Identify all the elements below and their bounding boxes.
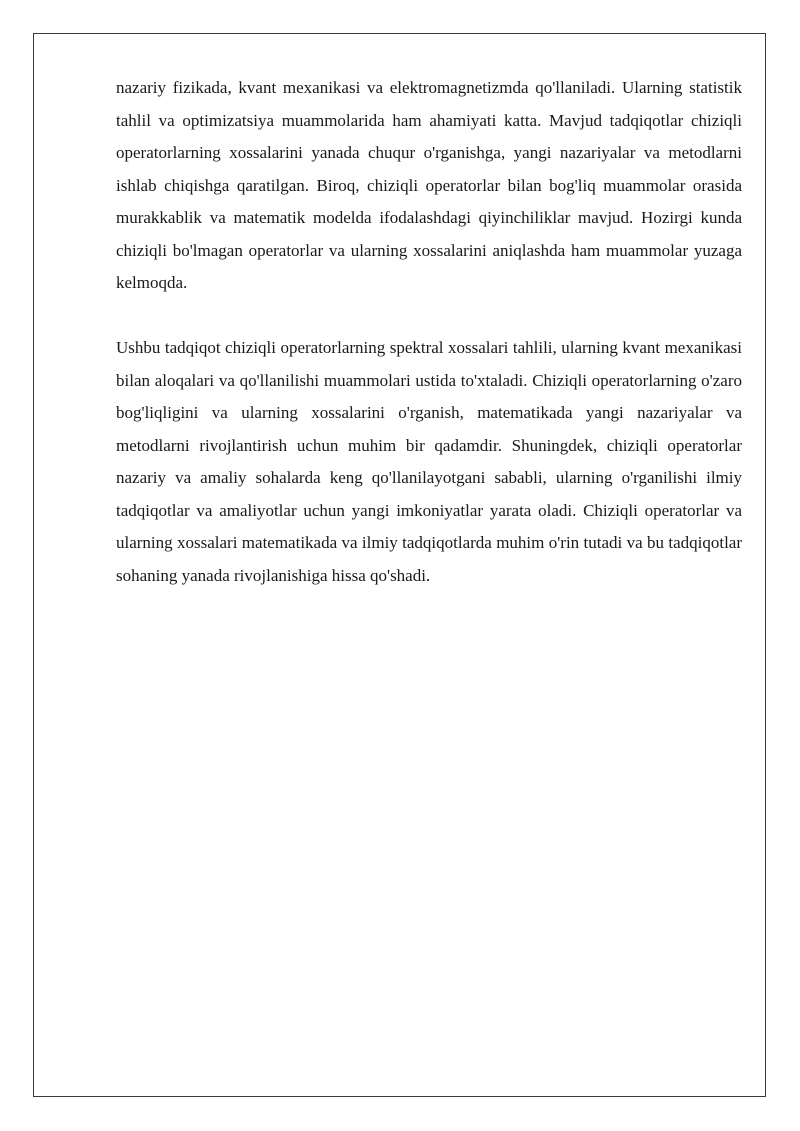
document-body bbox=[116, 72, 742, 592]
paragraph-2: Ushbu tadqiqot chiziqli operatorlarning spektral xossalari tahlili, ularning kvant mexanikasi bilan aloqalari va qo'llanilishi muammolari ustida to'xtaladi. Chiziqli operatorlarning o'zaro bog'liqligini va ularning xossalarini o'rganish, matematikada yangi nazariyalar va metodlarni rivojlantirish uchun muhim bir qadamdir. Shuningdek, chiziqli operatorlar nazariy va amaliy sohalarda keng qo'llanilayotgani sababli, ularning o'rganilishi ilmiy tadqiqotlar va amaliyotlar uchun yangi imkoniyatlar yarata oladi. Chiziqli operatorlar va ularning xossalari matematikada va ilmiy tadqiqotlarda muhim o'rin tutadi va bu tadqiqotlar sohaning yanada rivojlanishiga hissa qo'shadi. bbox=[116, 338, 742, 585]
paragraph-1: nazariy fizikada, kvant mexanikasi va elektromagnetizmda qo'llaniladi. Ularning statistik tahlil va optimizatsiya muammolarida ham ahamiyati katta. Mavjud tadqiqotlar chiziqli operatorlarning xossalarini yanada chuqur o'rganishga, yangi nazariyalar va metodlarni ishlab chiqishga qaratilgan. Biroq, chiziqli operatorlar bilan bog'liq muammolar orasida murakkablik va matematik modelda ifodalashdagi qiyinchiliklar mavjud. Hozirgi kunda chiziqli bo'lmagan operatorlar va ularning xossalarini aniqlashda ham muammolar yuzaga kelmoqda. bbox=[116, 78, 742, 292]
